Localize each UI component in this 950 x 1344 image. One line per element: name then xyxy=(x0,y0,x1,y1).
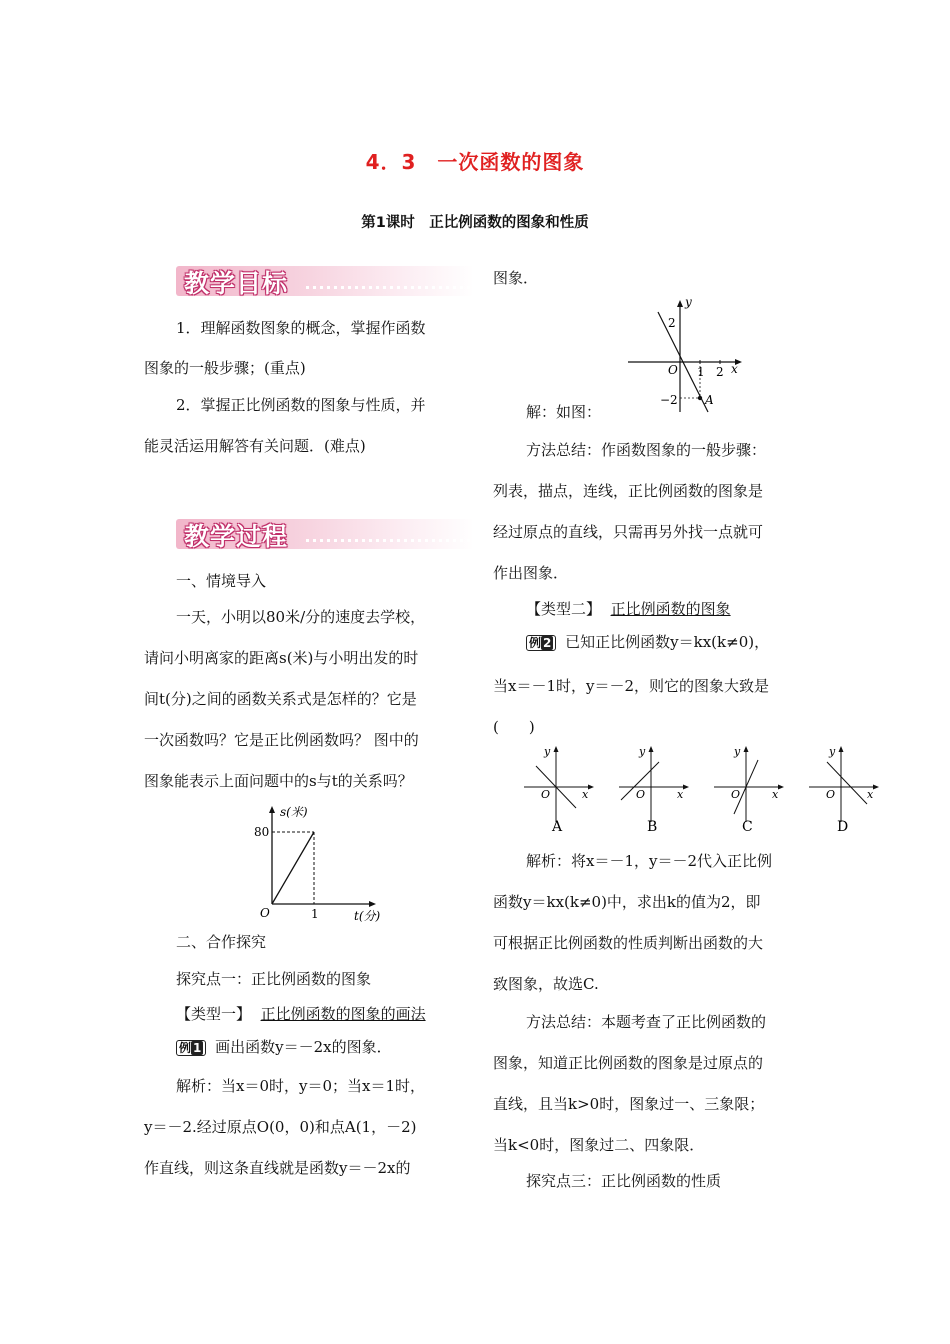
graph2-y2: 2 xyxy=(668,316,676,330)
type1-heading xyxy=(176,1004,426,1024)
example2-line: 当x＝－1时，y＝－2，则它的图象大致是 xyxy=(493,677,770,695)
option-b-label: B xyxy=(647,819,658,835)
type1-tag: 【类型一】 xyxy=(176,1005,252,1023)
example2-text: 已知正比例函数y＝kx(k≠0)， xyxy=(565,633,770,651)
type2-heading xyxy=(526,599,731,619)
example2-number: 2 xyxy=(543,636,552,650)
graph2-origin: O xyxy=(668,363,678,377)
example1-label: 例 xyxy=(179,1041,192,1055)
option-c-graph xyxy=(710,742,790,837)
example1-badge xyxy=(176,1040,206,1056)
method-line: 方法总结：作函数图象的一般步骤： xyxy=(526,441,767,459)
option-axis-y: y xyxy=(829,745,836,758)
type1-title: 正比例函数的图象的画法 xyxy=(260,1005,426,1023)
analysis2-line: 解析：将x＝－1，y＝－2代入正比例 xyxy=(526,852,773,870)
option-origin: O xyxy=(826,788,836,801)
graph2-yneg2: −2 xyxy=(660,393,678,407)
option-d-label: D xyxy=(837,819,849,835)
distance-time-graph xyxy=(252,800,392,924)
banner-teaching-goals-text: 教学目标 xyxy=(184,269,289,298)
option-origin: O xyxy=(731,788,741,801)
option-b-graph xyxy=(615,742,695,837)
method2-line: 图象，知道正比例函数的图象是过原点的 xyxy=(493,1054,764,1072)
graph2-x1: 1 xyxy=(697,365,705,379)
intro-line: 一天，小明以80米/分的速度去学校， xyxy=(176,608,426,626)
graph2-x-label: x xyxy=(731,362,738,376)
section-heading: 一、情境导入 xyxy=(176,572,267,590)
option-axis-y: y xyxy=(639,745,646,758)
method-line: 列表，描点，连线，正比例函数的图象是 xyxy=(493,482,764,500)
method-line: 作出图象． xyxy=(493,564,569,582)
example2 xyxy=(526,632,769,652)
analysis2-line: 函数y＝kx(k≠0)中，求出k的值为2，即 xyxy=(493,893,761,911)
option-axis-x: x xyxy=(867,788,874,801)
type2-title: 正比例函数的图象 xyxy=(610,600,731,618)
option-origin: O xyxy=(541,788,551,801)
example1-text: 画出函数y＝－2x的图象． xyxy=(215,1038,392,1056)
method2-line: 方法总结：本题考查了正比例函数的 xyxy=(526,1013,767,1031)
goal-line: 1．理解函数图象的概念，掌握作函数 xyxy=(176,319,426,337)
graph2-point-a: A xyxy=(705,393,714,407)
example2-line: ( ) xyxy=(493,718,535,736)
type2-tag: 【类型二】 xyxy=(526,600,602,618)
page-title: 4．3 一次函数的图象 xyxy=(365,150,585,174)
banner-teaching-process-text: 教学过程 xyxy=(184,522,289,551)
graph2-y-label: y xyxy=(685,295,692,309)
graph1-xlabel: t(分) xyxy=(354,909,381,923)
option-a-label: A xyxy=(552,819,563,835)
example1 xyxy=(176,1037,392,1057)
analysis2-line: 致图象，故选C. xyxy=(493,975,599,993)
goal-line: 能灵活运用解答有关问题．(难点) xyxy=(144,437,366,455)
banner-teaching-process xyxy=(176,519,474,549)
method-line: 经过原点的直线，只需再另外找一点就可 xyxy=(493,523,764,541)
analysis-line: y＝－2.经过原点O(0，0)和点A(1，－2) xyxy=(144,1118,417,1136)
explore-point3-heading: 探究点三：正比例函数的性质 xyxy=(526,1172,722,1190)
option-axis-x: x xyxy=(772,788,779,801)
example2-badge xyxy=(526,635,556,651)
solution-text: 解：如图： xyxy=(526,403,602,421)
example2-label: 例 xyxy=(529,636,542,650)
method2-line: 当k<0时，图象过二、四象限． xyxy=(493,1136,705,1154)
option-axis-x: x xyxy=(582,788,589,801)
option-c-label: C xyxy=(742,819,753,835)
section-heading: 二、合作探究 xyxy=(176,933,267,951)
intro-line: 一次函数吗？它是正比例函数吗？ 图中的 xyxy=(144,731,419,749)
option-a-graph xyxy=(520,742,600,837)
intro-line: 间t(分)之间的函数关系式是怎样的？它是 xyxy=(144,690,417,708)
analysis-line: 作直线，则这条直线就是函数y＝－2x的 xyxy=(144,1159,411,1177)
goal-line: 图象的一般步骤；(重点) xyxy=(144,359,306,377)
analysis2-line: 可根据正比例函数的性质判断出函数的大 xyxy=(493,934,764,952)
goal-line: 2．掌握正比例函数的图象与性质，并 xyxy=(176,396,426,414)
lesson-subtitle: 第1课时 正比例函数的图象和性质 xyxy=(361,215,589,231)
intro-line: 请问小明离家的距离s(米)与小明出发的时 xyxy=(144,649,419,667)
option-axis-y: y xyxy=(544,745,551,758)
analysis-line: 解析：当x＝0时，y＝0；当x＝1时， xyxy=(176,1077,426,1095)
option-d-graph xyxy=(805,742,885,837)
graph2-x2: 2 xyxy=(716,365,724,379)
graph1-ytick: 80 xyxy=(254,825,270,839)
method2-line: 直线，且当k>0时，图象过一、三象限； xyxy=(493,1095,765,1113)
graph1-origin: O xyxy=(260,906,270,920)
graph1-ylabel: s(米) xyxy=(280,805,308,819)
banner-teaching-goals xyxy=(176,266,474,296)
example1-number: 1 xyxy=(193,1041,202,1055)
intro-line: 图象能表示上面问题中的s与t的关系吗？ xyxy=(144,772,413,790)
continued-text: 图象． xyxy=(493,269,539,287)
option-axis-y: y xyxy=(734,745,741,758)
explore-point-heading: 探究点一：正比例函数的图象 xyxy=(176,970,372,988)
graph1-xtick: 1 xyxy=(311,907,319,921)
option-origin: O xyxy=(636,788,646,801)
option-axis-x: x xyxy=(677,788,684,801)
linear-function-graph xyxy=(620,294,750,414)
